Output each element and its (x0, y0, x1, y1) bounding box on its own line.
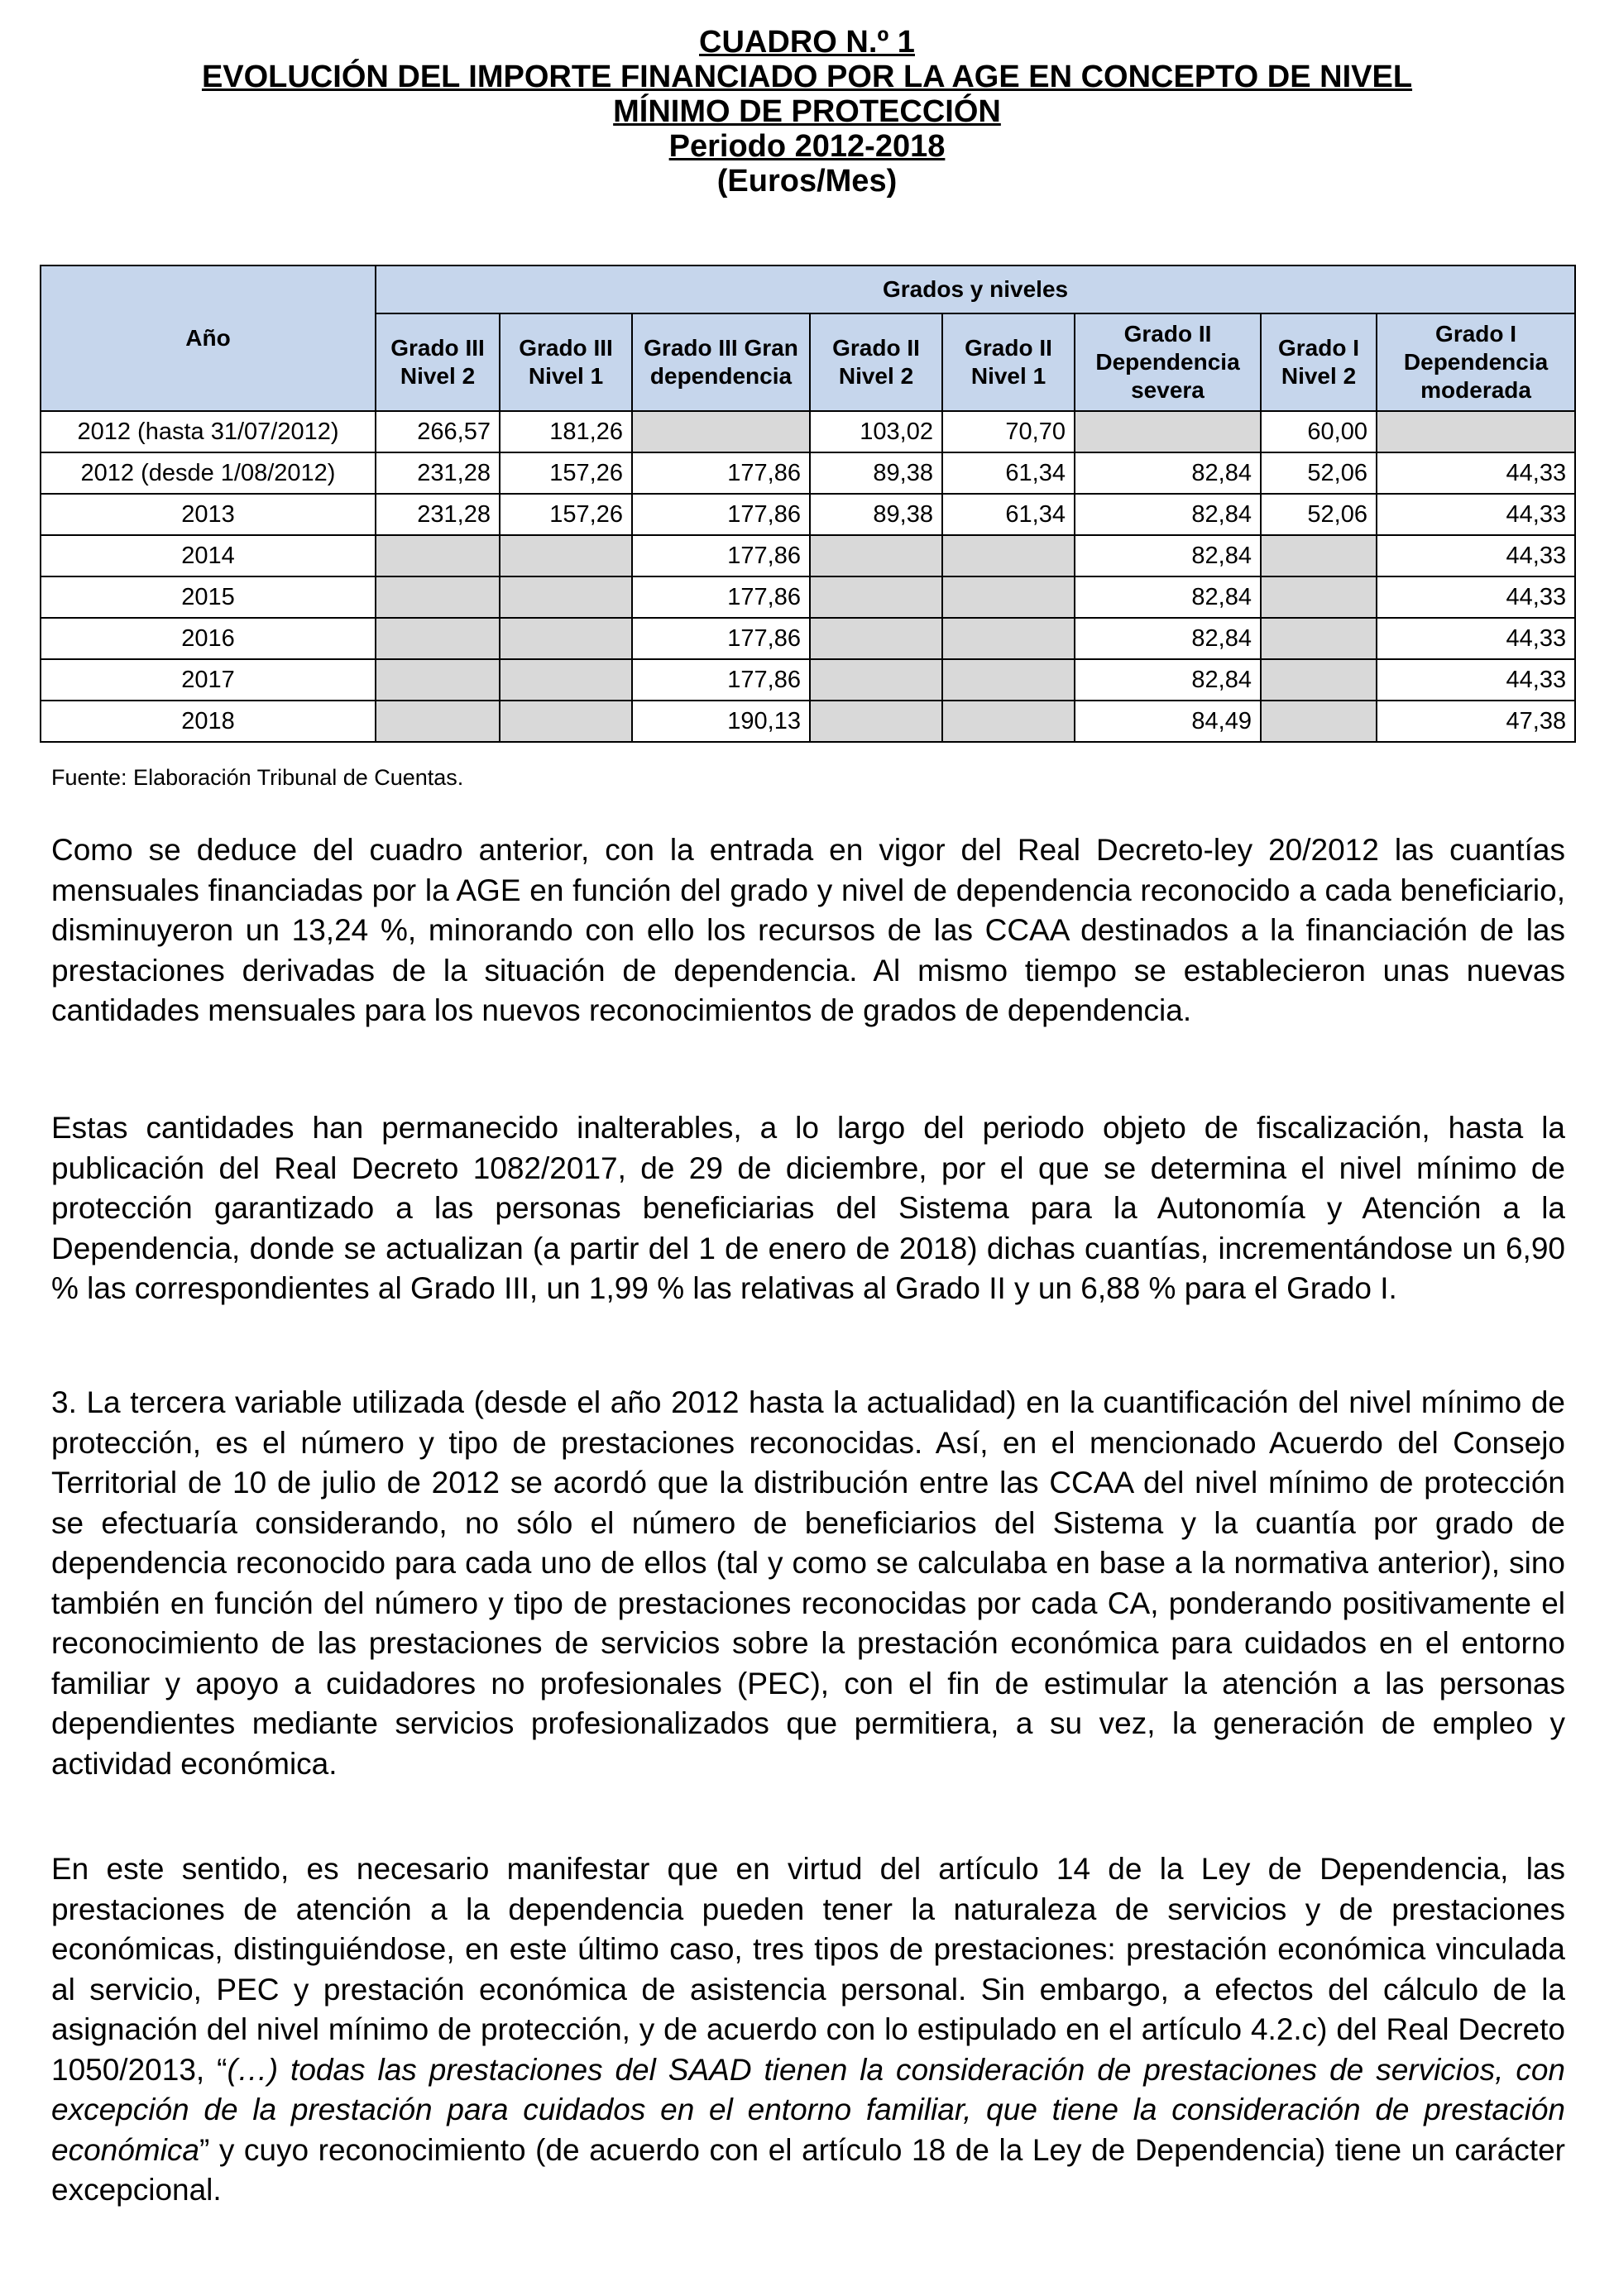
paragraph-4-text: En este sentido, es necesario manifestar que en virtud del artículo 14 de la Ley de Dependencia, las prestaciones de atención a la dependencia pueden tener la naturaleza de servicios y de prestaciones económicas, distinguiéndose, en este último caso, tres tipos de prestaciones: prestación económica vinculada al servicio, PEC y prestación económica de asistencia personal. Sin embargo, a efectos del cálculo de la asignación del nivel mínimo de protección, y de acuerdo con lo estipulado en el artículo 4.2.c) del Real Decreto 1050/2013, “ (51, 1852, 1565, 2087)
empty-cell (810, 618, 942, 659)
table-row (41, 535, 1575, 576)
empty-cell (1261, 659, 1377, 701)
value-cell: 44,33 (1377, 535, 1575, 576)
value-cell: 177,86 (632, 494, 810, 535)
value-cell: 70,70 (942, 411, 1075, 452)
value-cell: 44,33 (1377, 452, 1575, 494)
empty-cell (1261, 576, 1377, 618)
value-cell: 44,33 (1377, 576, 1575, 618)
value-cell: 103,02 (810, 411, 942, 452)
title-period: Periodo 2012-2018 (668, 129, 946, 164)
empty-cell (376, 659, 500, 701)
paragraph-3: 3. La tercera variable utilizada (desde el año 2012 hasta la actualidad) en la cuantificación del nivel mínimo de protección, es el número y tipo de prestaciones reconocidas. Así, en el mencionado Acuerdo del Consejo Territorial de 10 de julio de 2012 se acordó que la distribución entre las CCAA del nivel mínimo de protección se efectuaría considerando, no sólo el número de beneficiarios del Sistema y la cuantía por grado de dependencia reconocido para cada uno de ellos (tal y como se calculaba en base a la normativa anterior), sino también en función del número y tipo de prestaciones reconocidas por cada CA, ponderando positivamente el reconocimiento de las prestaciones de servicios sobre la prestación económica para cuidados en el entorno familiar y apoyo a cuidadores no profesionales (PEC), con el fin de estimular la atención a las personas dependientes mediante servicios profesionalizados que permitiera, a su vez, la generación de empleo y actividad económica. (51, 1385, 1565, 1781)
year-cell: 2012 (hasta 31/07/2012) (41, 411, 376, 452)
table-row (41, 494, 1575, 535)
column-header: Grado II Nivel 1 (942, 313, 1075, 411)
table-row (41, 411, 1575, 452)
value-cell: 52,06 (1261, 494, 1377, 535)
value-cell: 231,28 (376, 452, 500, 494)
title-units: (Euros/Mes) (716, 164, 898, 199)
value-cell: 177,86 (632, 535, 810, 576)
title-line-3: MÍNIMO DE PROTECCIÓN (613, 94, 1001, 129)
column-header: Grado II Dependencia severa (1075, 313, 1261, 411)
paragraph-4-end: ” y cuyo reconocimiento (de acuerdo con el artículo 18 de la Ley de Dependencia) tiene un carácter excepcional. (51, 2132, 1565, 2207)
value-cell: 61,34 (942, 452, 1075, 494)
group-header: Grados y niveles (376, 265, 1575, 313)
title-line-1: CUADRO N.º 1 (699, 25, 915, 60)
year-cell: 2013 (41, 494, 376, 535)
empty-cell (500, 618, 632, 659)
empty-cell (376, 618, 500, 659)
value-cell: 84,49 (1075, 701, 1261, 742)
empty-cell (632, 411, 810, 452)
empty-cell (942, 618, 1075, 659)
year-cell: 2018 (41, 701, 376, 742)
paragraph-1: Como se deduce del cuadro anterior, con la entrada en vigor del Real Decreto-ley 20/2012 las cuantías mensuales financiadas por la AGE en función del grado y nivel de dependencia reconocido a cada beneficiario, disminuyeron un 13,24 %, minorando con ello los recursos de las CCAA destinados a la financiación de las prestaciones derivadas de la situación de dependencia. Al mismo tiempo se establecieron unas nuevas cantidades mensuales para los nuevos reconocimientos de grados de dependencia. (51, 833, 1565, 1027)
empty-cell (1261, 618, 1377, 659)
empty-cell (942, 576, 1075, 618)
empty-cell (500, 535, 632, 576)
value-cell: 266,57 (376, 411, 500, 452)
funding-table (40, 265, 1576, 743)
value-cell: 60,00 (1261, 411, 1377, 452)
empty-cell (810, 576, 942, 618)
value-cell: 44,33 (1377, 659, 1575, 701)
table-row (41, 701, 1575, 742)
empty-cell (376, 701, 500, 742)
value-cell: 47,38 (1377, 701, 1575, 742)
year-cell: 2015 (41, 576, 376, 618)
value-cell: 82,84 (1075, 618, 1261, 659)
value-cell: 44,33 (1377, 494, 1575, 535)
column-header: Grado III Gran dependencia (632, 313, 810, 411)
year-cell: 2014 (41, 535, 376, 576)
empty-cell (810, 659, 942, 701)
empty-cell (942, 535, 1075, 576)
empty-cell (1261, 535, 1377, 576)
value-cell: 82,84 (1075, 535, 1261, 576)
year-cell: 2012 (desde 1/08/2012) (41, 452, 376, 494)
table-row (41, 576, 1575, 618)
value-cell: 89,38 (810, 494, 942, 535)
empty-cell (376, 535, 500, 576)
empty-cell (810, 701, 942, 742)
year-cell: 2017 (41, 659, 376, 701)
value-cell: 181,26 (500, 411, 632, 452)
title-line-2: EVOLUCIÓN DEL IMPORTE FINANCIADO POR LA AGE EN CONCEPTO DE NIVEL (201, 60, 1413, 94)
value-cell: 157,26 (500, 494, 632, 535)
value-cell: 177,86 (632, 659, 810, 701)
column-header: Grado III Nivel 2 (376, 313, 500, 411)
empty-cell (942, 701, 1075, 742)
column-header: Grado II Nivel 2 (810, 313, 942, 411)
source-note: Fuente: Elaboración Tribunal de Cuentas. (51, 765, 464, 790)
legal-quote: (…) todas las prestaciones del SAAD tienen la consideración de prestaciones de servicios, con excepción de la prestación para cuidados en el entorno familiar, que tiene la consideración de prestación económica (51, 2052, 1565, 2167)
value-cell: 231,28 (376, 494, 500, 535)
value-cell: 44,33 (1377, 618, 1575, 659)
paragraph-4 (51, 1849, 1565, 2211)
empty-cell (500, 701, 632, 742)
value-cell: 61,34 (942, 494, 1075, 535)
value-cell: 82,84 (1075, 659, 1261, 701)
year-cell: 2016 (41, 618, 376, 659)
value-cell: 157,26 (500, 452, 632, 494)
year-header: Año (41, 265, 376, 411)
table-row (41, 452, 1575, 494)
empty-cell (1075, 411, 1261, 452)
column-header: Grado I Dependencia moderada (1377, 313, 1575, 411)
empty-cell (810, 535, 942, 576)
value-cell: 177,86 (632, 452, 810, 494)
value-cell: 177,86 (632, 576, 810, 618)
empty-cell (500, 659, 632, 701)
empty-cell (500, 576, 632, 618)
value-cell: 82,84 (1075, 452, 1261, 494)
column-header: Grado III Nivel 1 (500, 313, 632, 411)
table-row (41, 659, 1575, 701)
value-cell: 190,13 (632, 701, 810, 742)
empty-cell (1261, 701, 1377, 742)
empty-cell (1377, 411, 1575, 452)
value-cell: 89,38 (810, 452, 942, 494)
table-title (50, 25, 1564, 199)
value-cell: 82,84 (1075, 576, 1261, 618)
value-cell: 82,84 (1075, 494, 1261, 535)
value-cell: 52,06 (1261, 452, 1377, 494)
empty-cell (942, 659, 1075, 701)
paragraph-2: Estas cantidades han permanecido inalterables, a lo largo del periodo objeto de fiscalización, hasta la publicación del Real Decreto 1082/2017, de 29 de diciembre, por el que se determina el nivel mínimo de protección garantizado a las personas beneficiarias del Sistema para la Autonomía y Atención a la Dependencia, donde se actualizan (a partir del 1 de enero de 2018) dichas cuantías, incrementándose un 6,90 % las correspondientes al Grado III, un 1,99 % las relativas al Grado II y un 6,88 % para el Grado I. (51, 1111, 1565, 1305)
column-header: Grado I Nivel 2 (1261, 313, 1377, 411)
value-cell: 177,86 (632, 618, 810, 659)
empty-cell (376, 576, 500, 618)
table-row (41, 618, 1575, 659)
